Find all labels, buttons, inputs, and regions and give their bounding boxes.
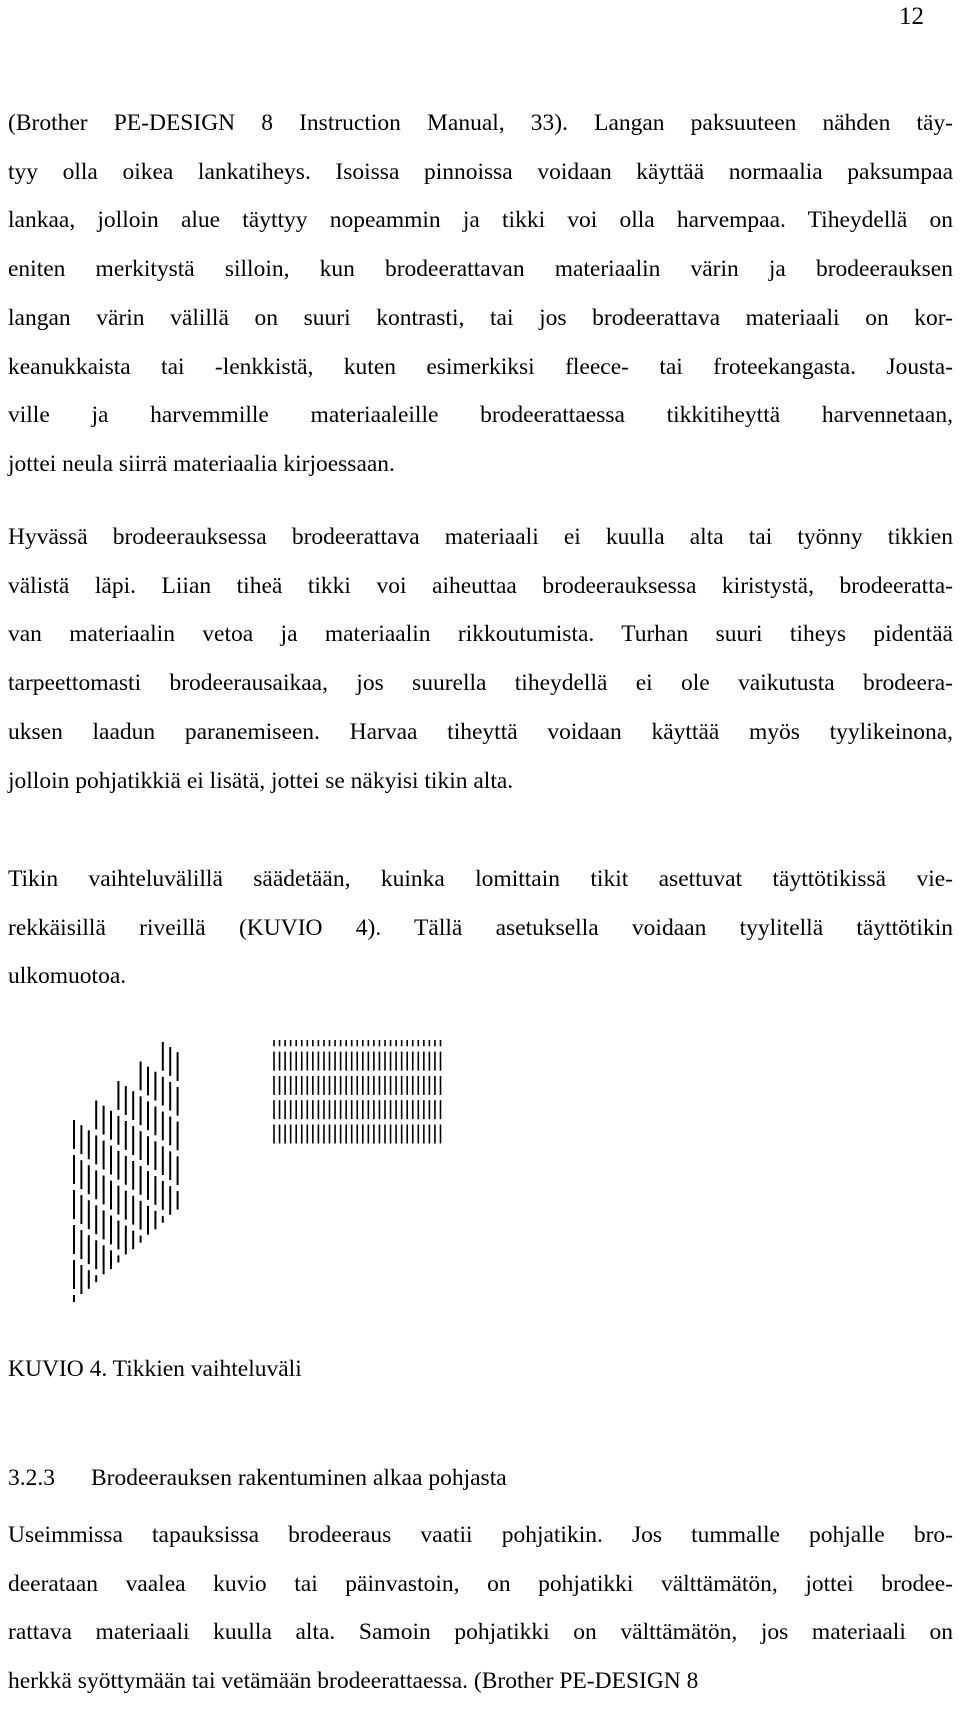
page-number: 12 bbox=[899, 3, 924, 30]
text-line: lankaa, jolloin alue täyttyy nopeammin ja tikki voi olla harvempaa. Tiheydellä on bbox=[8, 207, 953, 234]
paragraph-quality bbox=[8, 513, 953, 805]
text-line: langan värin välillä on suuri kontrasti, tai jos brodeerattava materiaali on kor- bbox=[8, 304, 953, 331]
section-number: 3.2.3 bbox=[8, 1465, 55, 1491]
text-line: deerataan vaalea kuvio tai päinvastoin, on pohjatikki välttämätön, jottei brodee- bbox=[8, 1570, 953, 1597]
text-line: rattava materiaali kuulla alta. Samoin pohjatikki on välttämätön, jos materiaali on bbox=[8, 1619, 953, 1646]
text-line: Useimmissa tapauksissa brodeeraus vaatii pohjatikin. Jos tummalle pohjalle bro- bbox=[8, 1522, 953, 1548]
staggered-stitch-pattern bbox=[74, 1042, 178, 1302]
stitch-variation-figure bbox=[0, 1040, 520, 1320]
text-line: herkkä syöttymään tai vetämään brodeerattaessa. (Brother PE-DESIGN 8 bbox=[8, 1668, 699, 1695]
section-heading bbox=[8, 1463, 507, 1493]
text-line: keanukkaista tai -lenkkistä, kuten esimerkiksi fleece- tai froteekangasta. Jousta- bbox=[8, 353, 953, 380]
paragraph-underlay bbox=[8, 1511, 953, 1706]
text-line: jottei neula siirrä materiaalia kirjoessaan. bbox=[8, 450, 395, 477]
paragraph-variation bbox=[8, 855, 953, 1001]
text-line: tarpeettomasti brodeerausaikaa, jos suurella tiheydellä ei ole vaikutusta brodeera- bbox=[8, 670, 953, 697]
text-line: ulkomuotoa. bbox=[8, 963, 127, 990]
text-line: van materiaalin vetoa ja materiaalin rikkoutumista. Turhan suuri tiheys pidentää bbox=[8, 621, 953, 648]
text-line: ville ja harvemmille materiaaleille brodeerattaessa tikkitiheyttä harvennetaan, bbox=[8, 402, 953, 429]
text-line: eniten merkitystä silloin, kun brodeerattavan materiaalin värin ja brodeerauksen bbox=[8, 256, 953, 283]
text-line: uksen laadun paranemiseen. Harvaa tiheyttä voidaan käyttää myös tyylikeinona, bbox=[8, 718, 953, 745]
figure-caption: KUVIO 4. Tikkien vaihteluväli bbox=[8, 1356, 302, 1382]
aligned-stitch-pattern bbox=[274, 1040, 441, 1144]
text-line: tyy olla oikea lankatiheys. Isoissa pinnoissa voidaan käyttää normaalia paksumpaa bbox=[8, 158, 953, 185]
paragraph-density bbox=[8, 99, 953, 489]
text-line: Hyvässä brodeerauksessa brodeerattava materiaali ei kuulla alta tai työnny tikkien bbox=[8, 524, 953, 550]
section-title: Brodeerauksen rakentuminen alkaa pohjasta bbox=[91, 1465, 507, 1491]
text-line: välistä läpi. Liian tiheä tikki voi aiheuttaa brodeerauksessa kiristystä, brodeeratta- bbox=[8, 572, 953, 599]
text-line: Tikin vaihteluvälillä säädetään, kuinka lomittain tikit asettuvat täyttötikissä vie- bbox=[8, 866, 953, 892]
text-line: jolloin pohjatikkiä ei lisätä, jottei se näkyisi tikin alta. bbox=[8, 767, 514, 794]
text-line: (Brother PE-DESIGN 8 Instruction Manual, 33). Langan paksuuteen nähden täy- bbox=[8, 110, 953, 136]
text-line: rekkäisillä riveillä (KUVIO 4). Tällä asetuksella voidaan tyylitellä täyttötikin bbox=[8, 914, 953, 941]
